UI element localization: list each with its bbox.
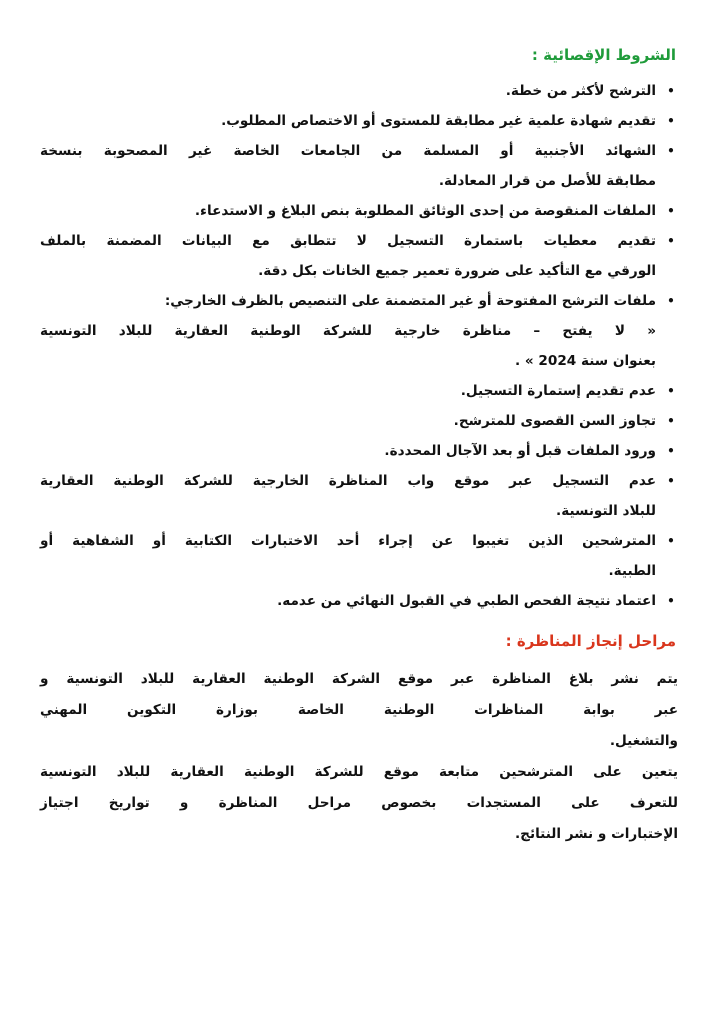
competition-stages-paragraph-1 [40, 664, 678, 757]
bullet-icon: • [667, 114, 675, 128]
list-item [40, 136, 678, 196]
list-item [40, 466, 678, 526]
list-item [40, 286, 678, 376]
list-item-text: اعتماد نتيجة الفحص الطبي في القبول النهائي من عدمه. [277, 593, 656, 609]
list-item-text: الملفات المنقوصة من إحدى الوثائق المطلوبة بنص البلاغ و الاستدعاء. [194, 203, 656, 219]
list-item [40, 226, 678, 286]
paragraph-line: الإختبارات و نشر النتائج. [515, 826, 678, 842]
list-item-text: عدم التسجيل عبر موقع واب المناظرة الخارجية للشركة الوطنية العقارية [40, 473, 656, 489]
list-item-text: الورقي مع التأكيد على ضرورة تعمير جميع الخانات بكل دقة. [258, 263, 656, 279]
bullet-icon: • [667, 234, 675, 248]
list-item-text: ورود الملفات قبل أو بعد الآجال المحددة. [384, 443, 656, 459]
paragraph-line: عبر بوابة المناظرات الوطنية الخاصة بوزارة التكوين المهني [40, 702, 678, 718]
list-item-text: ملفات الترشح المفتوحة أو غير المتضمنة على التنصيص بالظرف الخارجي: [164, 293, 656, 309]
list-item-text: للبلاد التونسية. [556, 503, 656, 519]
competition-stages-paragraph-2 [40, 757, 678, 850]
paragraph-line: والتشغيل. [609, 733, 678, 749]
bullet-icon: • [667, 594, 675, 608]
list-item [40, 106, 678, 136]
bullet-icon: • [667, 474, 675, 488]
list-item-text: تقديم معطيات باستمارة التسجيل لا تتطابق مع البيانات المضمنة بالملف [40, 233, 656, 249]
exclusion-conditions-list [40, 76, 678, 616]
bullet-icon: • [667, 414, 675, 428]
list-item [40, 586, 678, 616]
bullet-icon: • [667, 444, 675, 458]
bullet-icon: • [667, 144, 675, 158]
list-item [40, 436, 678, 466]
exclusion-conditions-title: الشروط الإقصائية : [531, 46, 676, 64]
list-item-text: « لا يفتح – مناظرة خارجية للشركة الوطنية العقارية للبلاد التونسية [40, 323, 656, 339]
bullet-icon: • [667, 534, 675, 548]
list-item [40, 76, 678, 106]
list-item-text: تقديم شهادة علمية غير مطابقة للمستوى أو الاختصاص المطلوب. [221, 113, 656, 129]
list-item-text: الطبية. [608, 563, 656, 579]
list-item-text: تجاوز السن القصوى للمترشح. [453, 413, 656, 429]
paragraph-line: للتعرف على المستجدات بخصوص مراحل المناظرة و تواريخ اجتياز [40, 795, 678, 811]
paragraph-line: يتعين على المترشحين متابعة موقع للشركة الوطنية العقارية للبلاد التونسية [40, 764, 678, 780]
list-item-text: الترشح لأكثر من خطة. [505, 83, 656, 99]
list-item [40, 406, 678, 436]
bullet-icon: • [667, 294, 675, 308]
list-item-text: الشهائد الأجنبية أو المسلمة من الجامعات الخاصة غير المصحوبة بنسخة [40, 143, 656, 159]
bullet-icon: • [667, 204, 675, 218]
paragraph-line: يتم نشر بلاغ المناظرة عبر موقع الشركة الوطنية العقارية للبلاد التونسية و [40, 671, 678, 687]
list-item-text: المترشحين الذين تغيبوا عن إجراء أحد الاختبارات الكتابية أو الشفاهية أو [40, 533, 656, 549]
bullet-icon: • [667, 384, 675, 398]
bullet-icon: • [667, 84, 675, 98]
list-item-text: عدم تقديم إستمارة التسجيل. [460, 383, 656, 399]
list-item [40, 526, 678, 586]
list-item [40, 196, 678, 226]
list-item-text: بعنوان سنة 2024 » . [514, 353, 656, 369]
list-item [40, 376, 678, 406]
list-item-text: مطابقة للأصل من قرار المعادلة. [438, 173, 656, 189]
competition-stages-title: مراحل إنجاز المناظرة : [505, 632, 676, 650]
